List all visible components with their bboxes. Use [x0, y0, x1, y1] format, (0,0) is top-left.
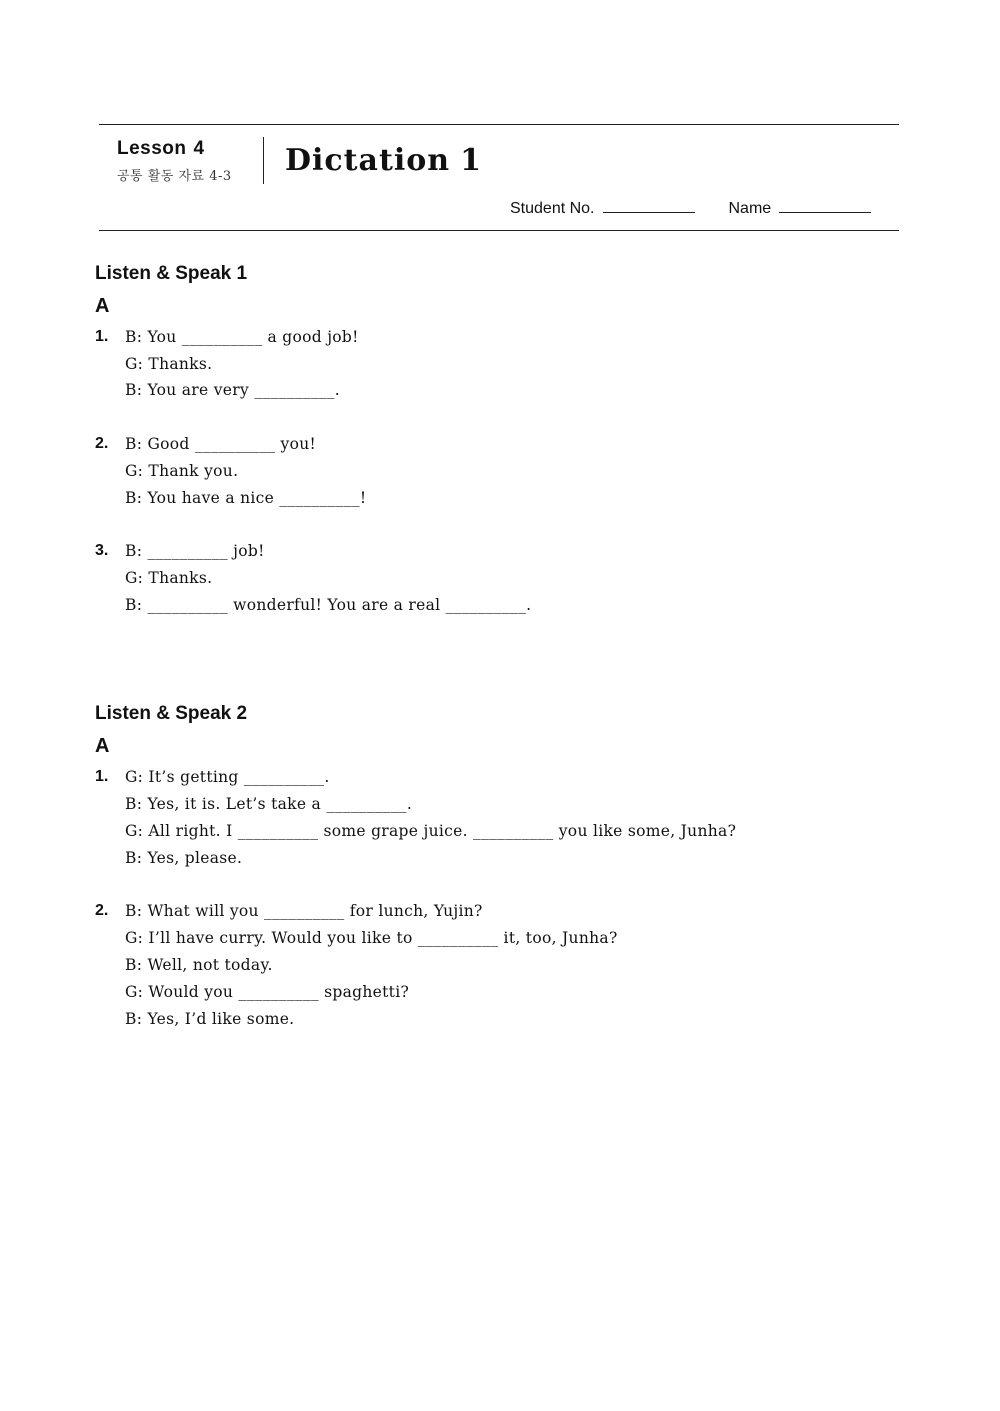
- question-number: 3.: [95, 542, 109, 559]
- dialogue-line: G: It’s getting __________.: [125, 768, 330, 786]
- section-title: Listen & Speak 2: [95, 703, 248, 724]
- dialogue-line: B: __________ job!: [125, 542, 265, 560]
- lesson-subtitle: 공통 활동 자료 4-3: [117, 169, 232, 184]
- dialogue-line: B: Good __________ you!: [125, 435, 317, 453]
- dialogue-line: G: Thank you.: [125, 462, 239, 480]
- section-part: A: [95, 295, 110, 317]
- title-word: Dictation: [285, 143, 451, 178]
- question-number: 1.: [95, 328, 109, 345]
- lesson-word: Lesson: [117, 138, 187, 159]
- dialogue-line: B: Yes, it is. Let’s take a __________.: [125, 795, 413, 813]
- student-info: [510, 198, 871, 218]
- question-number: 2.: [95, 435, 109, 452]
- dialogue-line: G: All right. I __________ some grape juice. __________ you like some, Junha?: [125, 822, 737, 840]
- student-no-field[interactable]: [603, 198, 695, 213]
- dialogue-line: B: What will you __________ for lunch, Yujin?: [125, 902, 483, 920]
- student-no-label: Student No.: [510, 200, 595, 217]
- lesson-number: 4: [193, 138, 205, 159]
- dialogue-line: B: Yes, I’d like some.: [125, 1010, 295, 1028]
- name-field[interactable]: [779, 198, 871, 213]
- dialogue-line: G: Thanks.: [125, 355, 213, 373]
- dialogue-line: B: You have a nice __________!: [125, 489, 367, 507]
- dialogue-line: B: You are very __________.: [125, 381, 340, 399]
- section-title: Listen & Speak 1: [95, 263, 248, 284]
- dialogue-line: B: Well, not today.: [125, 956, 273, 974]
- header-bottom-rule: [99, 230, 899, 231]
- dialogue-line: G: I’ll have curry. Would you like to __________ it, too, Junha?: [125, 929, 618, 947]
- dialogue-line: B: You __________ a good job!: [125, 328, 359, 346]
- dialogue-line: B: __________ wonderful! You are a real __________.: [125, 596, 532, 614]
- header-top-rule: [99, 124, 899, 125]
- lesson-label: [117, 138, 205, 160]
- header-divider: [263, 137, 264, 184]
- question-number: 1.: [95, 768, 109, 785]
- section-part: A: [95, 735, 110, 757]
- question-number: 2.: [95, 902, 109, 919]
- title-number: 1: [460, 143, 482, 178]
- dialogue-line: G: Thanks.: [125, 569, 213, 587]
- name-label: Name: [728, 200, 772, 217]
- dialogue-line: G: Would you __________ spaghetti?: [125, 983, 410, 1001]
- page-title: [285, 143, 482, 178]
- dialogue-line: B: Yes, please.: [125, 849, 243, 867]
